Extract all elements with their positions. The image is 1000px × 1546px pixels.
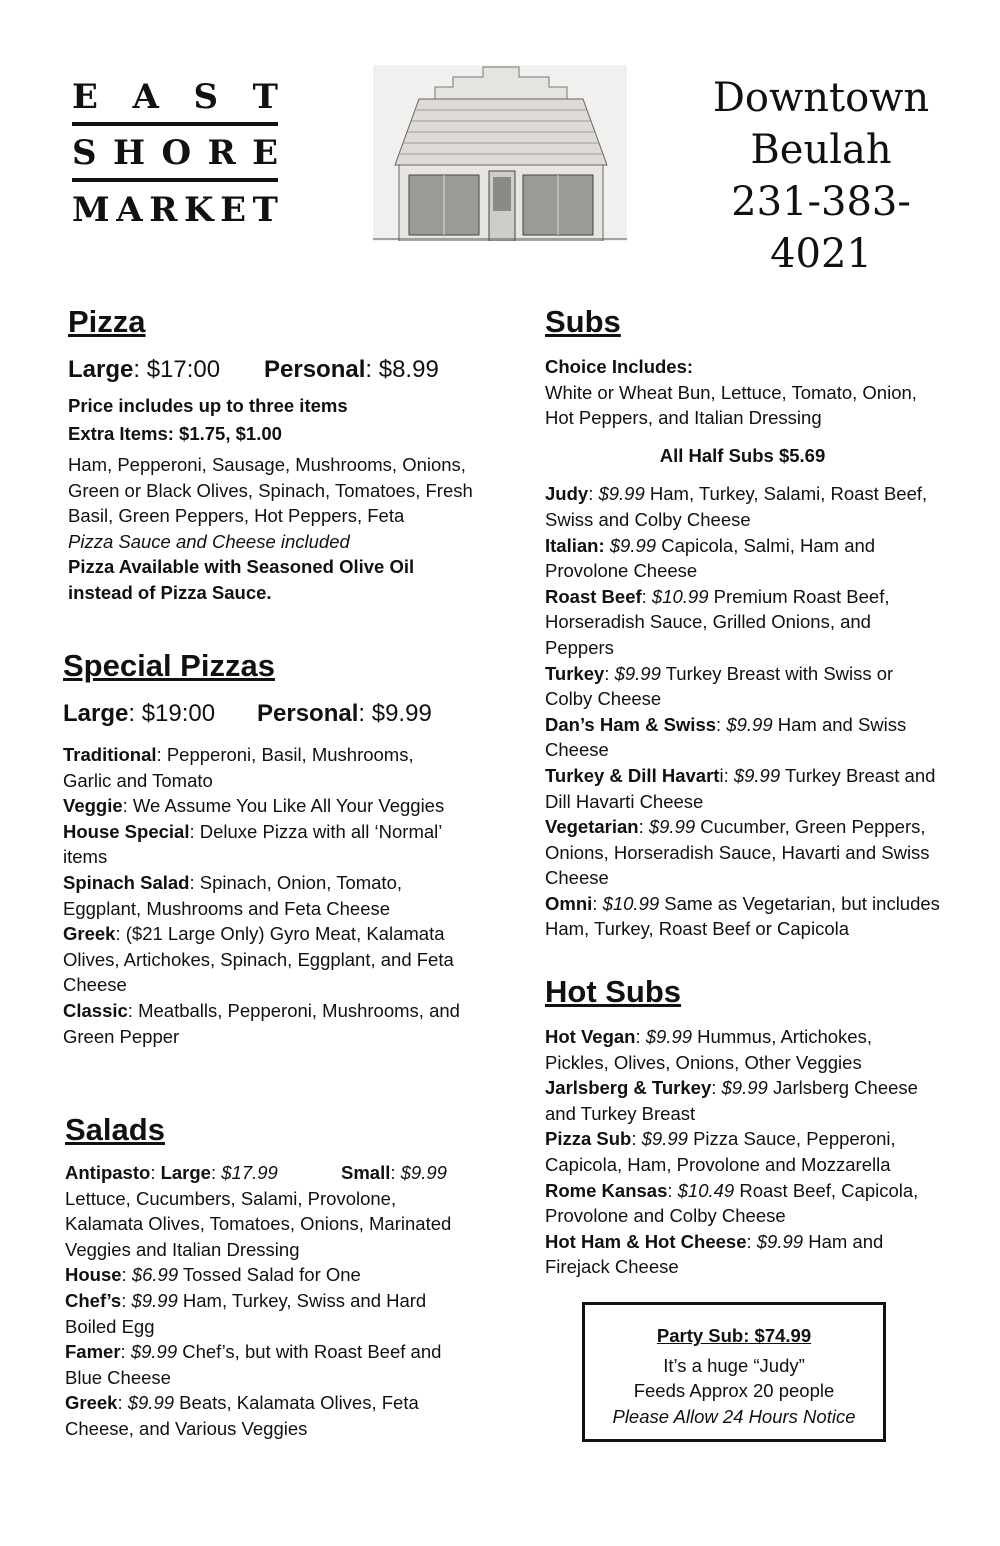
logo-letter: E — [72, 77, 98, 117]
item-desc: Pizza Sauce, Pepperoni, Capicola, Ham, Provolone and Mozzarella — [545, 1128, 896, 1175]
item-name: Veggie — [63, 795, 123, 817]
sub-item — [545, 533, 940, 584]
item-name: Greek — [65, 1392, 118, 1414]
item-name: Chef’s — [65, 1289, 122, 1311]
logo-letter: A — [132, 77, 159, 117]
section-title-subs: Subs — [545, 304, 621, 339]
logo-letter: E — [252, 133, 278, 173]
party-sub-box — [582, 1302, 886, 1442]
item-desc: Beats, Kalamata Olives, Feta Cheese, and Various Veggies — [65, 1392, 419, 1439]
separator: : — [716, 713, 727, 735]
item-name: House — [65, 1264, 122, 1286]
location-line-2: Beulah — [750, 127, 892, 173]
logo-line-market — [72, 190, 278, 230]
item-desc: Cucumber, Green Peppers, Onions, Horseradish Sauce, Havarti and Swiss Cheese — [545, 816, 930, 889]
item-desc: Ham and Firejack Cheese — [545, 1230, 884, 1278]
sub-item — [545, 584, 940, 661]
separator: i: — [719, 764, 734, 786]
item-desc: : Meatballs, Pepperoni, Mushrooms, and Green Pepper — [63, 999, 460, 1047]
logo-divider — [72, 178, 278, 182]
separator: : — [592, 892, 603, 914]
price-value: $9.99 — [130, 1341, 178, 1363]
logo-letter: E — [220, 190, 247, 230]
hot-sub-item: Hot Ham & Hot Cheese: $9.99 Ham and Firejack Cheese — [545, 1230, 884, 1278]
item-name: Spinach Salad — [63, 871, 190, 893]
store-contact — [690, 72, 952, 280]
pizza-olive-oil-note: Pizza Available with Seasoned Olive Oil instead of Pizza Sauce. — [68, 556, 415, 603]
item-name: Famer — [65, 1341, 121, 1363]
price-value: $10.99 — [602, 892, 660, 914]
item-name: Jarlsberg & Turkey — [545, 1077, 712, 1099]
party-sub-title: Party Sub: $74.99 — [656, 1325, 812, 1346]
item-desc: Ham and Swiss Cheese — [545, 713, 907, 761]
item-name: Roast Beef — [545, 585, 642, 607]
price-value: $9.99 — [127, 1392, 175, 1414]
separator: : — [588, 483, 599, 505]
pizza-sauce-note: Pizza Sauce and Cheese included — [68, 530, 350, 552]
salad-item: Chef’s: $9.99 Ham, Turkey, Swiss and Hard Boiled Egg — [65, 1289, 427, 1337]
item-name: Traditional — [63, 744, 157, 765]
pizza-note-items: Price includes up to three items — [68, 395, 348, 416]
item-desc: Ham, Turkey, Salami, Roast Beef, Swiss and Colby Cheese — [545, 483, 928, 530]
item-name: Dan’s Ham & Swiss — [545, 713, 717, 735]
subs-choice-label: Choice Includes: — [545, 356, 694, 377]
item-desc: Roast Beef, Capicola, Provolone and Colby Cheese — [545, 1179, 919, 1227]
price-value: $9.99 — [648, 816, 696, 838]
item-desc: : Deluxe Pizza with all ‘Normal’ items — [63, 820, 442, 868]
salad-antipasto-desc: Lettuce, Cucumbers, Salami, Provolone, Kalamata Olives, Tomatoes, Onions, Marinated Veggies and Italian Dressing — [65, 1187, 452, 1260]
item-name: Classic — [63, 999, 128, 1021]
item-name: Antipasto — [65, 1162, 151, 1183]
sub-item — [545, 814, 940, 891]
price-value: $9.99 — [733, 764, 781, 786]
item-name: Turkey & Dill Havart — [545, 764, 720, 786]
price-value: : $19:00 — [128, 700, 216, 727]
sub-item — [545, 712, 940, 763]
logo-letter: R — [207, 133, 236, 173]
party-sub-line-1: It’s a huge “Judy” — [663, 1354, 805, 1376]
price-value: $9.99 — [726, 713, 773, 735]
item-desc: Turkey Breast with Swiss or Colby Cheese — [545, 662, 894, 710]
separator: : — [604, 662, 615, 684]
price-value: $6.99 — [131, 1264, 179, 1286]
special-pizza-list — [63, 742, 463, 1049]
item-desc: Tossed Salad for One — [178, 1264, 361, 1286]
price-value: $9.99 — [645, 1026, 693, 1047]
item-name: House Special — [63, 820, 190, 842]
salad-item-antipasto: Antipasto: Large: $17.99 Small: $9.99 — [65, 1162, 447, 1183]
special-pizza-price-row — [63, 698, 463, 730]
item-desc: Capicola, Salmi, Ham and Provolone Cheese — [545, 534, 876, 582]
item-name: Hot Ham & Hot Cheese — [545, 1230, 747, 1252]
special-pizza-item — [63, 998, 463, 1049]
special-personal-price — [257, 698, 432, 730]
item-name: Rome Kansas — [545, 1179, 668, 1201]
price-value: : $17:00 — [133, 356, 221, 383]
hot-sub-item: Hot Vegan: $9.99 Hummus, Artichokes, Pickles, Olives, Onions, Other Veggies — [545, 1026, 872, 1073]
location-line-1: Downtown — [712, 75, 930, 121]
logo-letter: R — [149, 190, 178, 230]
separator: : — [641, 585, 652, 607]
salad-item: Famer: $9.99 Chef’s, but with Roast Beef and Blue Cheese — [65, 1341, 442, 1388]
item-desc: Jarlsberg Cheese and Turkey Breast — [545, 1077, 918, 1124]
size-label: Small — [341, 1162, 391, 1183]
logo-line-east — [72, 77, 278, 117]
hot-sub-item: Rome Kansas: $10.49 Roast Beef, Capicola, Provolone and Colby Cheese — [545, 1179, 919, 1227]
item-desc: Ham, Turkey, Swiss and Hard Boiled Egg — [65, 1289, 427, 1337]
sub-item — [545, 891, 940, 942]
item-name: Greek — [63, 923, 116, 945]
logo-divider — [72, 122, 278, 126]
logo-letter: M — [72, 190, 110, 230]
logo-line-shore — [72, 133, 278, 173]
price-value: $9.99 — [641, 1128, 688, 1150]
item-desc: Same as Vegetarian, but includes Ham, Turkey, Roast Beef or Capicola — [545, 892, 940, 940]
section-title-salads: Salads — [65, 1112, 165, 1147]
special-pizza-item — [63, 742, 463, 793]
subs-section — [545, 302, 940, 942]
section-title-hot-subs: Hot Subs — [545, 974, 682, 1009]
price-value: $9.99 — [756, 1230, 804, 1252]
logo-letter: O — [161, 133, 192, 173]
item-desc: Turkey Breast and Dill Havarti Cheese — [545, 764, 936, 812]
price-value: $17.99 — [221, 1162, 278, 1183]
size-label: Large — [63, 700, 129, 727]
item-desc: : Pepperoni, Basil, Mushrooms, Garlic and Tomato — [63, 744, 414, 791]
logo-letter: H — [112, 133, 146, 173]
pizza-note-extra: Extra Items: $1.75, $1.00 — [68, 423, 282, 444]
party-sub-line-3: Please Allow 24 Hours Notice — [612, 1405, 856, 1427]
salad-item: Greek: $9.99 Beats, Kalamata Olives, Feta Cheese, and Various Veggies — [65, 1392, 419, 1439]
pizza-toppings: Ham, Pepperoni, Sausage, Mushrooms, Onions, Green or Black Olives, Spinach, Tomatoes, Fresh Basil, Green Peppers, Hot Peppers, Feta — [68, 454, 473, 527]
hot-sub-item: Jarlsberg & Turkey: $9.99 Jarlsberg Cheese and Turkey Breast — [545, 1077, 918, 1124]
logo-letter: K — [184, 190, 214, 230]
section-title-pizza: Pizza — [68, 304, 146, 339]
item-desc: Hummus, Artichokes, Pickles, Olives, Onions, Other Veggies — [545, 1026, 872, 1073]
hot-subs-list — [545, 1024, 940, 1280]
item-name: Omni — [545, 892, 593, 914]
party-sub-line-2: Feeds Approx 20 people — [633, 1380, 835, 1402]
item-name: Turkey — [545, 662, 605, 684]
special-pizza-item — [63, 870, 463, 921]
sub-item — [545, 481, 940, 532]
special-pizza-item — [63, 921, 463, 998]
sub-item — [545, 661, 940, 712]
special-large-price — [63, 698, 257, 730]
logo-letter: T — [252, 190, 278, 230]
special-pizzas-section — [63, 646, 463, 1049]
pizza-price-row — [68, 354, 478, 386]
special-pizza-item — [63, 793, 463, 819]
item-name: Hot Vegan — [545, 1026, 636, 1047]
price-value: $9.99 — [609, 534, 657, 556]
salads-section — [65, 1110, 460, 1442]
section-title-special-pizzas: Special Pizzas — [63, 648, 275, 683]
storefront-illustration — [373, 65, 627, 241]
half-subs-price: All Half Subs $5.69 — [659, 444, 826, 466]
hot-subs-section — [545, 972, 940, 1280]
size-label: Personal — [264, 356, 366, 383]
price-value: $9.99 — [721, 1077, 768, 1099]
price-value: $9.99 — [400, 1162, 447, 1183]
item-name: Vegetarian — [545, 816, 639, 838]
logo-letter: S — [72, 133, 97, 173]
price-value: : $8.99 — [365, 356, 439, 383]
price-value: $9.99 — [614, 662, 661, 684]
salad-item: House: $6.99 Tossed Salad for One — [65, 1264, 361, 1286]
price-value: $9.99 — [131, 1289, 178, 1311]
subs-choice-desc: White or Wheat Bun, Lettuce, Tomato, Onion, Hot Peppers, and Italian Dressing — [545, 381, 917, 429]
item-desc: Chef’s, but with Roast Beef and Blue Cheese — [65, 1341, 442, 1388]
price-value: : $9.99 — [358, 700, 432, 727]
item-desc: Premium Roast Beef, Horseradish Sauce, Grilled Onions, and Peppers — [545, 585, 890, 658]
pizza-section — [68, 302, 478, 606]
price-value: $9.99 — [598, 483, 645, 505]
item-name: Italian: — [545, 534, 605, 556]
pizza-personal-price — [264, 354, 439, 386]
item-name: Judy — [545, 483, 589, 505]
phone-number: 231-383-4021 — [731, 179, 911, 277]
size-label: Large — [68, 356, 134, 383]
logo-letter: T — [252, 77, 278, 117]
size-label: Personal — [257, 700, 359, 727]
logo-letter: A — [116, 190, 143, 230]
price-value: $10.99 — [651, 585, 709, 607]
storefront-drawing — [373, 65, 627, 241]
pizza-large-price — [68, 354, 264, 386]
logo-letter: S — [193, 77, 219, 117]
item-name: Pizza Sub — [545, 1128, 632, 1150]
item-desc: : Spinach, Onion, Tomato, Eggplant, Mushrooms and Feta Cheese — [63, 871, 403, 919]
item-desc: : ($21 Large Only) Gyro Meat, Kalamata Olives, Artichokes, Spinach, Eggplant, and Feta Cheese — [63, 923, 454, 996]
sub-item — [545, 763, 940, 814]
item-desc: : We Assume You Like All Your Veggies — [122, 795, 445, 817]
size-label: Large — [160, 1162, 211, 1183]
price-value: $10.49 — [677, 1179, 735, 1201]
separator: : — [638, 816, 649, 838]
special-pizza-item — [63, 819, 463, 870]
hot-sub-item: Pizza Sub: $9.99 Pizza Sauce, Pepperoni, Capicola, Ham, Provolone and Mozzarella — [545, 1128, 896, 1175]
